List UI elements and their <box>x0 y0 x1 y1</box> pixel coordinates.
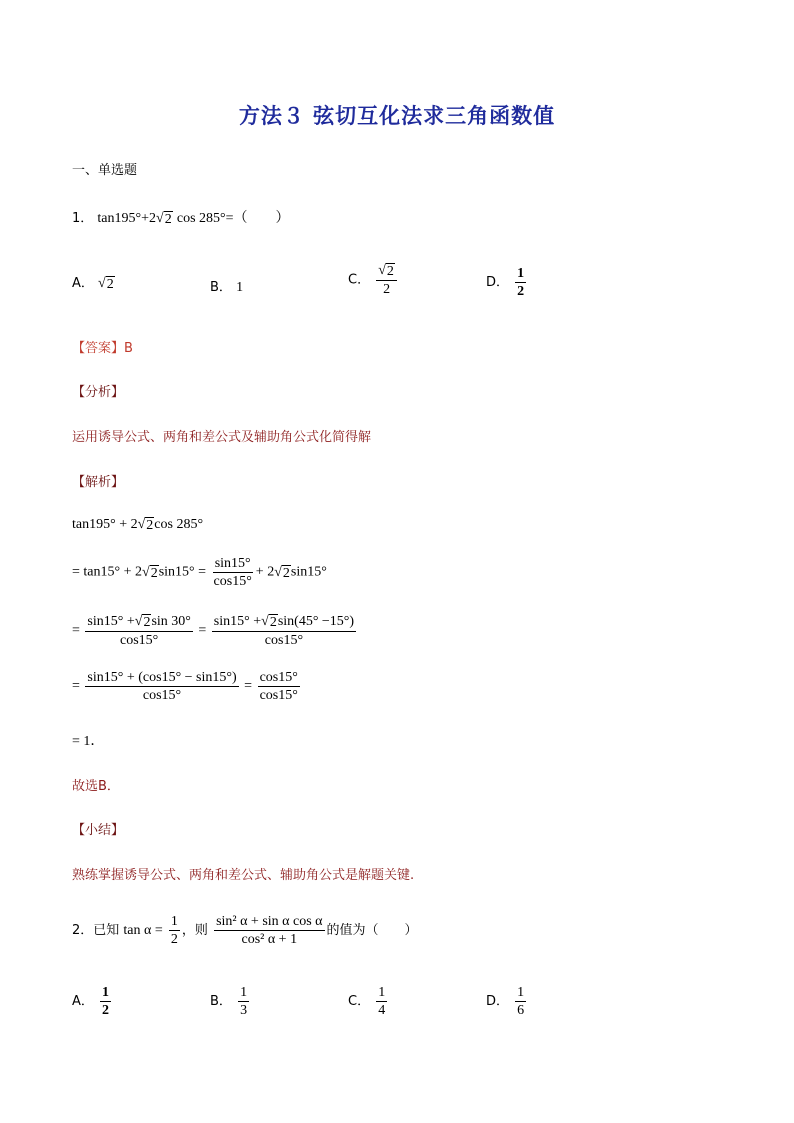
fraction: $\frac{\sin 15^\circ + (\cos 15^\circ - \sin 15^\circ)}{\cos 15^\circ}$ <box>87 670 237 703</box>
choose-line: 故选B． <box>72 779 120 794</box>
answer-line: 【答案】B <box>72 341 133 356</box>
solution-step-2: = tan15° + 2 √ 2 sin15° = $\frac{\sin 15^\circ}{\cos 15^\circ}$ + 2 √ 2 sin15° <box>72 556 327 589</box>
question-2: 2．已知 tan α = $\frac{1}{2}$ ，则 $\frac{\text{sin² α + sin α cos α}}{\text{cos² α + 1}}$ 的值为（ ） <box>72 914 418 947</box>
question-1-number: 1． <box>72 211 94 226</box>
fraction: $\frac{1}{2}$ <box>517 266 525 299</box>
option-label: B． <box>210 280 232 295</box>
fraction: sin15° + √ 2 sin(45° −15°) cos15° <box>213 614 355 648</box>
fraction: $\frac{\text{sin² α + sin α cos α}}{\text{cos² α + 1}}$ <box>216 914 323 947</box>
fraction: $\frac{1}{2}$ <box>102 985 110 1018</box>
fraction: $\frac{1}{2}$ <box>170 914 178 947</box>
q2-option-b[interactable] <box>210 985 251 1018</box>
question-1-expr-a: tan195°+2 <box>97 211 157 226</box>
option-label: C． <box>348 994 371 1009</box>
question-2-number: 2．已知 <box>72 923 120 938</box>
fraction: $\frac{\cos 15^\circ}{\cos 15^\circ}$ <box>259 670 298 703</box>
q1-option-a[interactable] <box>72 272 115 292</box>
solution-step-1: tan195° + 2 √ 2 cos 285° <box>72 517 204 533</box>
q1-option-c[interactable] <box>348 263 399 297</box>
q1-option-b[interactable] <box>210 276 243 296</box>
option-label: B． <box>210 994 232 1009</box>
fraction: $\frac{1}{3}$ <box>240 985 248 1018</box>
q2-option-d[interactable] <box>486 985 528 1018</box>
option-label: A． <box>72 276 94 291</box>
option-label: D． <box>486 994 510 1009</box>
summary-tag: 【小结】 <box>72 823 125 838</box>
solution-step-3: = sin15° + √ 2 sin 30° cos15° = sin15° + √ 2 sin(45° −15°) cos15° <box>72 614 355 648</box>
solution-step-4: = $\frac{\sin 15^\circ + (\cos 15^\circ - \sin 15^\circ)}{\cos 15^\circ}$ = $\frac{\cos 15^\circ}{\cos 15^\circ}$ <box>72 670 298 703</box>
question-1-expr-b: cos 285°=（ ） <box>176 211 290 226</box>
option-value: 1 <box>236 280 244 295</box>
analysis-text: 运用诱导公式、两角和差公式及辅助角公式化简得解 <box>72 430 372 445</box>
fraction: $\frac{\sin 15^\circ}{\cos 15^\circ}$ <box>213 556 252 589</box>
q2-option-c[interactable] <box>348 985 389 1018</box>
fraction: $\frac{1}{4}$ <box>378 985 386 1018</box>
option-label: C． <box>348 272 371 288</box>
page-title: 方法３ 弦切互化法求三角函数值 <box>238 104 556 128</box>
option-label: A． <box>72 994 94 1009</box>
option-label: D． <box>486 275 510 290</box>
solution-step-5: = 1． <box>72 734 105 749</box>
q2-option-a[interactable] <box>72 985 113 1018</box>
summary-text: 熟练掌握诱导公式、两角和差公式、辅助角公式是解题关键. <box>72 868 415 883</box>
analysis-tag: 【分析】 <box>72 385 125 400</box>
fraction: √ 2 2 <box>376 263 397 297</box>
sqrt-symbol: √ 2 <box>98 276 114 292</box>
solution-tag: 【解析】 <box>72 475 125 490</box>
question-1 <box>72 207 290 227</box>
sqrt-symbol: √ 2 <box>156 211 172 227</box>
q1-option-d[interactable] <box>486 266 528 299</box>
fraction: $\frac{1}{6}$ <box>517 985 525 1018</box>
fraction: sin15° + √ 2 sin 30° cos15° <box>87 614 191 648</box>
section-heading: 一、单选题 <box>72 163 138 178</box>
